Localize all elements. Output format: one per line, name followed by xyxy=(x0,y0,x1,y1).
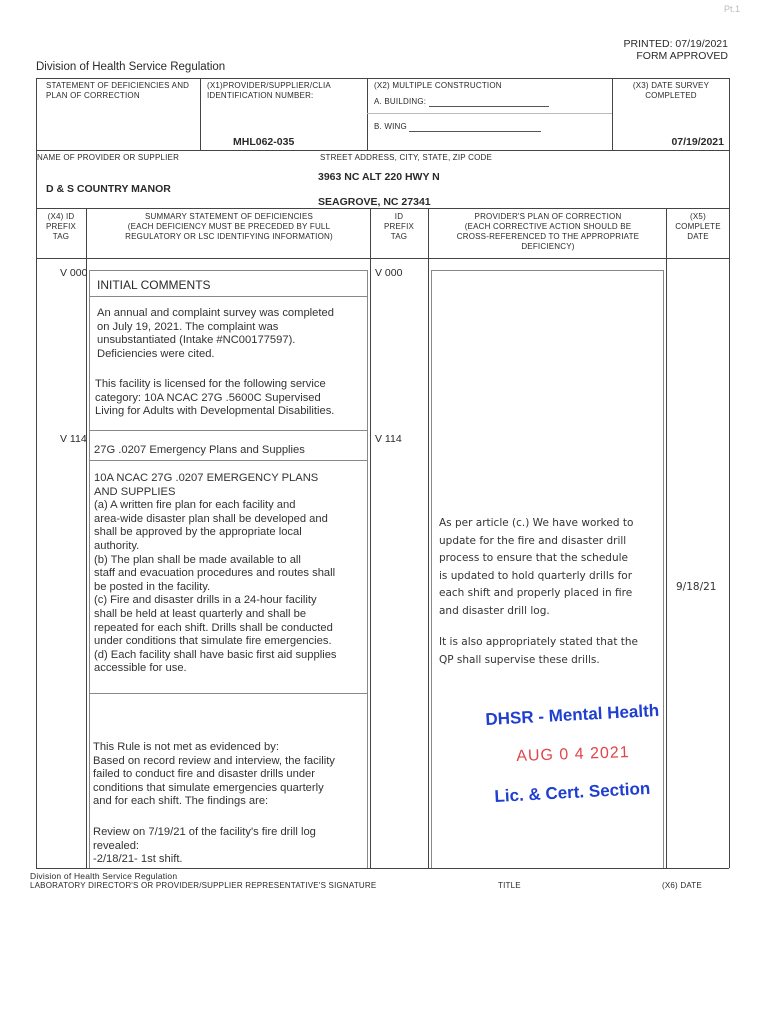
divider xyxy=(612,78,613,150)
inner-line xyxy=(89,270,90,868)
statement-label: STATEMENT OF DEFICIENCIES AND PLAN OF CORRECTION xyxy=(46,81,190,100)
divider xyxy=(36,150,729,151)
footer-division: Division of Health Service Regulation xyxy=(30,871,178,881)
tag-v000-left: V 000 xyxy=(60,267,88,279)
tag-v114-right: V 114 xyxy=(375,433,402,445)
division-title: Division of Health Service Regulation xyxy=(36,61,226,73)
divider xyxy=(367,113,612,114)
inner-line xyxy=(89,460,367,461)
frame-top xyxy=(36,78,729,79)
building-field xyxy=(429,98,549,107)
inner-line xyxy=(431,270,663,271)
v114-finding-text: This Rule is not met as evidenced by: Based on record review and interview, the facility failed to conduct fire and disaster drills under conditions that simulate emergencies quarterly and for each shift. The findings are: xyxy=(93,741,335,808)
wing-label: B. WING xyxy=(374,122,407,131)
col-x4-header: (X4) ID PREFIX TAG xyxy=(45,212,77,241)
corner-mark: Pt.1 xyxy=(724,4,741,14)
tag-v000-right: V 000 xyxy=(375,267,403,279)
inner-line xyxy=(431,270,432,868)
form-approved: FORM APPROVED xyxy=(636,50,728,62)
survey-date-value: 07/19/2021 xyxy=(671,136,724,148)
col-line xyxy=(666,208,667,868)
v114-title: 27G .0207 Emergency Plans and Supplies xyxy=(94,444,305,456)
plan-of-correction-p1: As per article (c.) We have worked to update for the fire and disaster drill process to ensure that the schedule is updated to hold quarterly drills for each shift and properly placed in fire and disaster drill log. xyxy=(439,517,634,617)
v114-review-text: Review on 7/19/21 of the facility's fire drill log revealed: -2/18/21- 1st shift. xyxy=(93,826,316,866)
building-label: A. BUILDING: xyxy=(374,97,427,106)
title-label: TITLE xyxy=(498,881,521,890)
divider xyxy=(200,78,201,150)
initial-comments-p2: This facility is licensed for the following service category: 10A NCAC 27G .5600C Supervised Living for Adults with Developmental Disabilities. xyxy=(95,378,335,418)
inner-line xyxy=(89,430,367,431)
inner-line xyxy=(367,270,368,868)
complete-date: 9/18/21 xyxy=(676,581,717,593)
inner-line xyxy=(89,296,367,297)
provider-id-value: MHL062-035 xyxy=(233,136,295,148)
address-line1: 3963 NC ALT 220 HWY N xyxy=(318,171,440,183)
col-line xyxy=(729,208,730,868)
wing-field xyxy=(409,123,541,132)
initial-comments-p1: An annual and complaint survey was completed on July 19, 2021. The complaint was unsubstantiated (Intake #NC00177597). Deficiencies were cited. xyxy=(97,307,334,360)
dhsr-stamp-line3: Lic. & Cert. Section xyxy=(494,778,651,806)
address-label: STREET ADDRESS, CITY, STATE, ZIP CODE xyxy=(320,153,493,162)
address-line2: SEAGROVE, NC 27341 xyxy=(318,196,431,208)
col-id-header: ID PREFIX TAG xyxy=(383,212,415,241)
col-line xyxy=(36,208,37,868)
survey-date-label: (X3) DATE SURVEY COMPLETED xyxy=(632,81,710,100)
divider xyxy=(36,258,729,259)
provider-id-label: (X1)PROVIDER/SUPPLIER/CLIA IDENTIFICATION NUMBER: xyxy=(207,81,331,100)
col-x5-header: (X5) COMPLETE DATE xyxy=(675,212,721,241)
signature-label: LABORATORY DIRECTOR'S OR PROVIDER/SUPPLIER REPRESENTATIVE'S SIGNATURE xyxy=(30,881,377,890)
plan-of-correction-p2: It is also appropriately stated that the QP shall supervise these drills. xyxy=(439,636,639,666)
provider-name-label: NAME OF PROVIDER OR SUPPLIER xyxy=(37,153,180,162)
date-label: (X6) DATE xyxy=(662,881,702,890)
building-row xyxy=(374,97,549,107)
dhsr-stamp-date: AUG 0 4 2021 xyxy=(516,744,630,765)
divider xyxy=(367,78,368,150)
printed-date: PRINTED: 07/19/2021 xyxy=(623,38,728,50)
col-summary-header: SUMMARY STATEMENT OF DEFICIENCIES (EACH DEFICIENCY MUST BE PRECEDED BY FULL REGULATORY OR LSC IDENTIFYING INFORMATION) xyxy=(125,212,333,241)
wing-row xyxy=(374,122,541,132)
construction-label: (X2) MULTIPLE CONSTRUCTION xyxy=(374,81,502,90)
inner-line xyxy=(89,693,367,694)
inner-line xyxy=(89,270,367,271)
v114-rule-text: 10A NCAC 27G .0207 EMERGENCY PLANS AND SUPPLIES (a) A written fire plan for each facility and area-wide disaster plan shall be developed and shall be approved by the appropriate local authority. (b) The plan shall be made available to all staff and evacuation procedures and routes shall be posted in the facility. (c) Fire and disaster drills in a 24-hour facility shall be held at least quarterly and shall be repeated for each shift. Drills shall be conducted under conditions that simulate fire emergencies. (d) Each facility shall have basic first aid supplies accessible for use. xyxy=(94,472,337,675)
provider-name: D & S COUNTRY MANOR xyxy=(46,183,171,195)
divider xyxy=(36,208,729,209)
divider xyxy=(36,868,729,869)
col-plan-header: PROVIDER'S PLAN OF CORRECTION (EACH CORRECTIVE ACTION SHOULD BE CROSS-REFERENCED TO THE APPROPRIATE DEFICIENCY) xyxy=(456,212,640,251)
col-line xyxy=(86,208,87,868)
tag-v114-left: V 114 xyxy=(60,433,87,445)
col-line xyxy=(428,208,429,868)
initial-comments-title: INITIAL COMMENTS xyxy=(97,278,211,292)
col-line xyxy=(370,208,371,868)
inner-line xyxy=(663,270,664,868)
dhsr-stamp-line1: DHSR - Mental Health xyxy=(485,700,660,729)
